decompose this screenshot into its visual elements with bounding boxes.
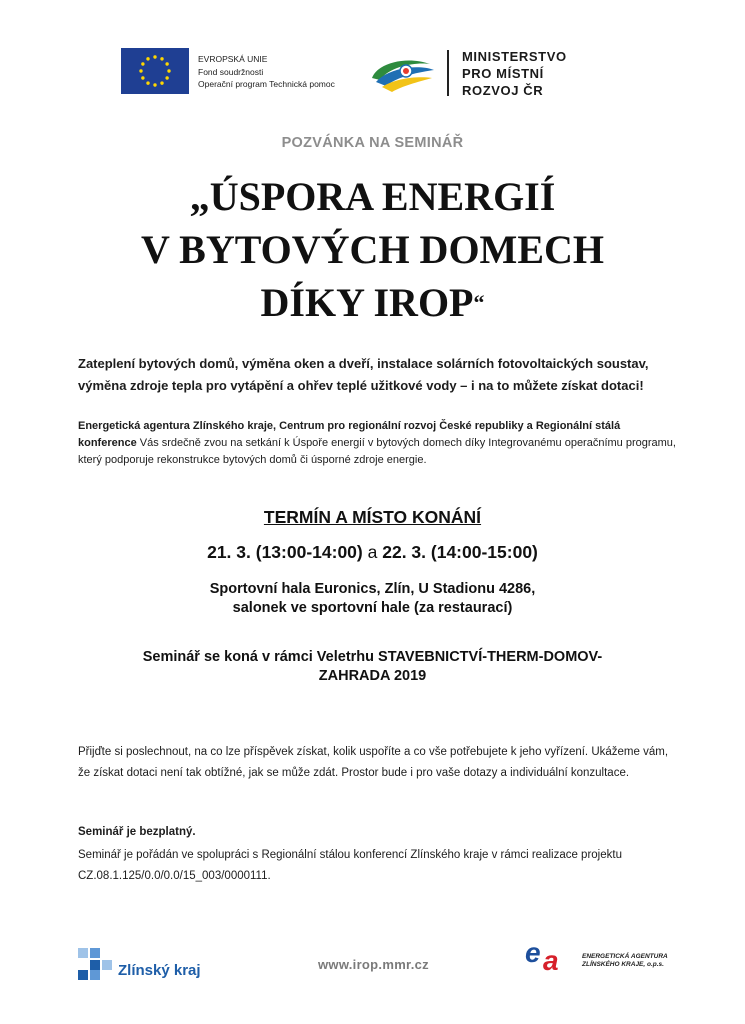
eu-star-icon: [146, 57, 149, 60]
eu-caption: [198, 53, 335, 91]
details-paragraph: Přijďte si poslechnout, na co lze příspěvek získat, kolik uspoříte a co vše potřebujete k jeho vyřízení. Ukážeme vám, že získat dotaci není tak obtížné, jak se může zdát. Prostor bude i pro vaše dotazy a individuální konzultace.: [78, 746, 669, 779]
mmr-caption: [462, 48, 567, 99]
venue-line-1: Sportovní hala Euronics, Zlín, U Stadionu 4286,: [209, 581, 536, 597]
zlinsky-kraj-logo-icon: [78, 948, 112, 980]
fair-line-2: ZAHRADA 2019: [318, 668, 427, 684]
title-line-3: DÍKY IROP: [260, 280, 474, 325]
project-paragraph: Seminář je pořádán ve spolupráci s Regionální stálou konferencí Zlínského kraje v rámci realizace projektu CZ.08.1.125/0.0/0.0/15_003/0000111.: [78, 849, 622, 882]
fair-line-1: Seminář se koná v rámci Veletrhu STAVEBNICTVÍ-THERM-DOMOV-: [142, 649, 603, 665]
title-line-1: „ÚSPORA ENERGIÍ: [189, 174, 556, 219]
eu-star-icon: [165, 76, 168, 79]
date-joiner: a: [367, 542, 378, 562]
mmr-line-1: MINISTERSTVO: [462, 49, 567, 64]
eu-star-icon: [146, 81, 149, 84]
eu-line-1: EVROPSKÁ UNIE: [198, 54, 268, 64]
organizers-paragraph: [78, 418, 678, 469]
organizers-text: Vás srdečně zvou na setkání k Úspoře energií v bytových domech díky Integrovanému operačnímu programu, který podporuje rekonstrukce bytových domů či úsporné zdroje energie.: [78, 437, 676, 466]
invite-label: POZVÁNKA NA SEMINÁŘ: [281, 135, 464, 151]
header-divider: [447, 50, 449, 96]
date-second: 22. 3. (14:00-15:00): [382, 542, 538, 562]
title-closing-quote: “: [473, 290, 485, 315]
event-venue: [0, 580, 745, 618]
eu-star-icon: [153, 83, 156, 86]
intro-paragraph: [78, 353, 678, 397]
eu-star-icon: [165, 62, 168, 65]
intro-line-1: Zateplení bytových domů, výměna oken a dveří, instalace solárních fotovoltaických soustav,: [78, 356, 649, 371]
svg-text:a: a: [543, 945, 559, 976]
svg-text:e: e: [525, 937, 541, 968]
eu-star-icon: [153, 55, 156, 58]
eu-star-icon: [160, 81, 163, 84]
ea-line-2: ZLÍNSKÉHO KRAJE, o.p.s.: [582, 961, 664, 968]
date-first: 21. 3. (13:00-14:00): [207, 542, 363, 562]
intro-line-2: výměna zdroje tepla pro vytápění a ohřev teplé užitkové vody – i na to můžete získat dotaci!: [78, 378, 644, 393]
event-dates: [0, 542, 745, 563]
eu-star-icon: [141, 62, 144, 65]
ea-line-1: ENERGETICKÁ AGENTURA: [582, 953, 668, 960]
eu-star-icon: [160, 57, 163, 60]
eu-line-3: Operační program Technická pomoc: [198, 79, 335, 89]
mmr-line-3: ROZVOJ ČR: [462, 83, 544, 98]
eu-star-icon: [167, 69, 170, 72]
venue-line-2: salonek ve sportovní hale (za restaurací): [232, 600, 513, 616]
energy-agency-logo-icon: [523, 936, 579, 976]
mmr-logo: [368, 54, 438, 94]
eu-star-icon: [141, 76, 144, 79]
section-heading: TERMÍN A MÍSTO KONÁNÍ: [263, 507, 482, 527]
organizers-names: Energetická agentura Zlínského kraje, Centrum pro regionální rozvoj České republiky a Regionální stálá konference: [78, 420, 621, 449]
eu-star-icon: [139, 69, 142, 72]
energy-agency-caption: [582, 953, 668, 969]
title-line-2: V BYTOVÝCH DOMECH: [140, 227, 604, 272]
title-line-3-wrap: [0, 276, 745, 329]
free-entry-heading: Seminář je bezplatný.: [78, 826, 196, 838]
mmr-line-2: PRO MÍSTNÍ: [462, 66, 544, 81]
trade-fair-note: [0, 648, 745, 686]
eu-stars-icon: [121, 48, 189, 94]
website-link[interactable]: www.irop.mmr.cz: [318, 957, 429, 972]
eu-flag-logo: [121, 48, 189, 94]
zlinsky-kraj-name: Zlínský kraj: [118, 962, 201, 979]
eu-line-2: Fond soudržnosti: [198, 66, 264, 77]
seminar-title: [0, 170, 745, 329]
